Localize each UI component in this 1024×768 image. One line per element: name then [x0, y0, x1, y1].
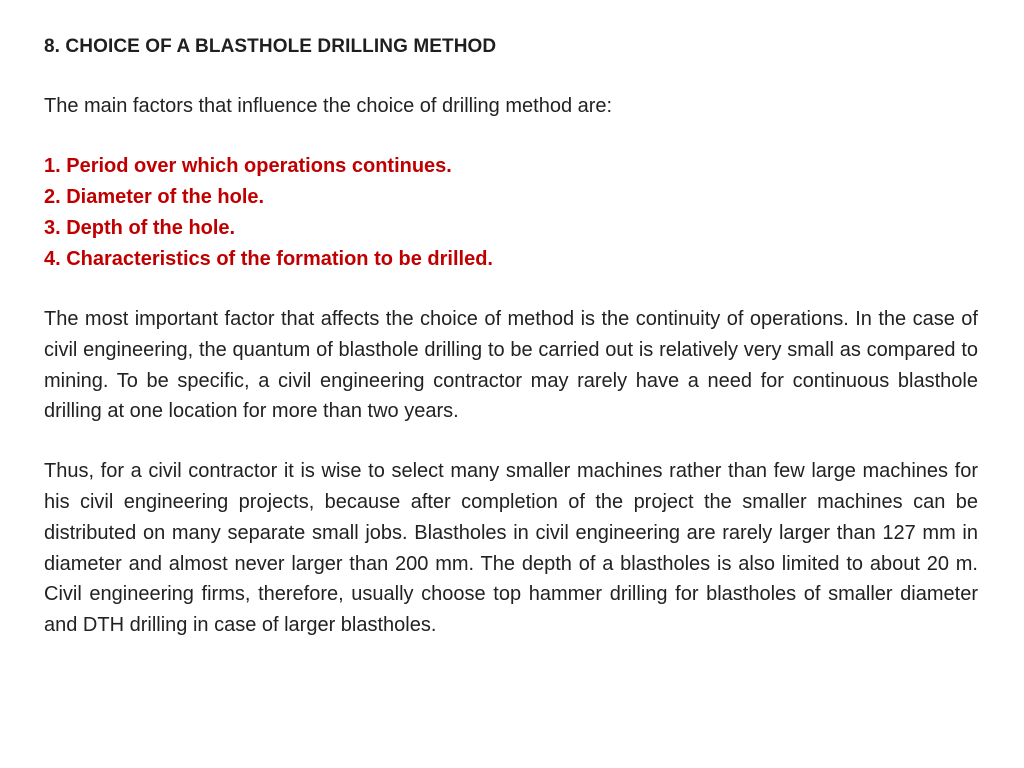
body-paragraph-continuity: The most important factor that affects the choice of method is the continuity of operations. In the case of civil engineering, the quantum of blasthole drilling to be carried out is relatively very small as compared to mining. To be specific, a civil engineering contractor may rarely have a need for continuous blasthole drilling at one location for more than two years. [44, 308, 978, 423]
list-item: 2. Diameter of the hole. [44, 186, 265, 208]
list-item: 4. Characteristics of the formation to be drilled. [44, 248, 493, 270]
body-paragraph-civil-contractor: Thus, for a civil contractor it is wise to select many smaller machines rather than few large machines for his civil engineering projects, because after completion of the project the smaller machines can be distributed on many separate small jobs. Blastholes in civil engineering are rarely larger than 127 mm in diameter and almost never larger than 200 mm. The depth of a blastholes is also limited to about 20 m. Civil engineering firms, therefore, usually choose top hammer drilling for blastholes of smaller diameter and DTH drilling in case of larger blastholes. [44, 460, 978, 637]
list-item: 1. Period over which operations continues. [44, 155, 452, 177]
factors-list [44, 151, 978, 275]
section-heading: 8. CHOICE OF A BLASTHOLE DRILLING METHOD [44, 36, 497, 57]
list-item: 3. Depth of the hole. [44, 217, 236, 239]
intro-text: The main factors that influence the choice of drilling method are: [44, 95, 613, 117]
